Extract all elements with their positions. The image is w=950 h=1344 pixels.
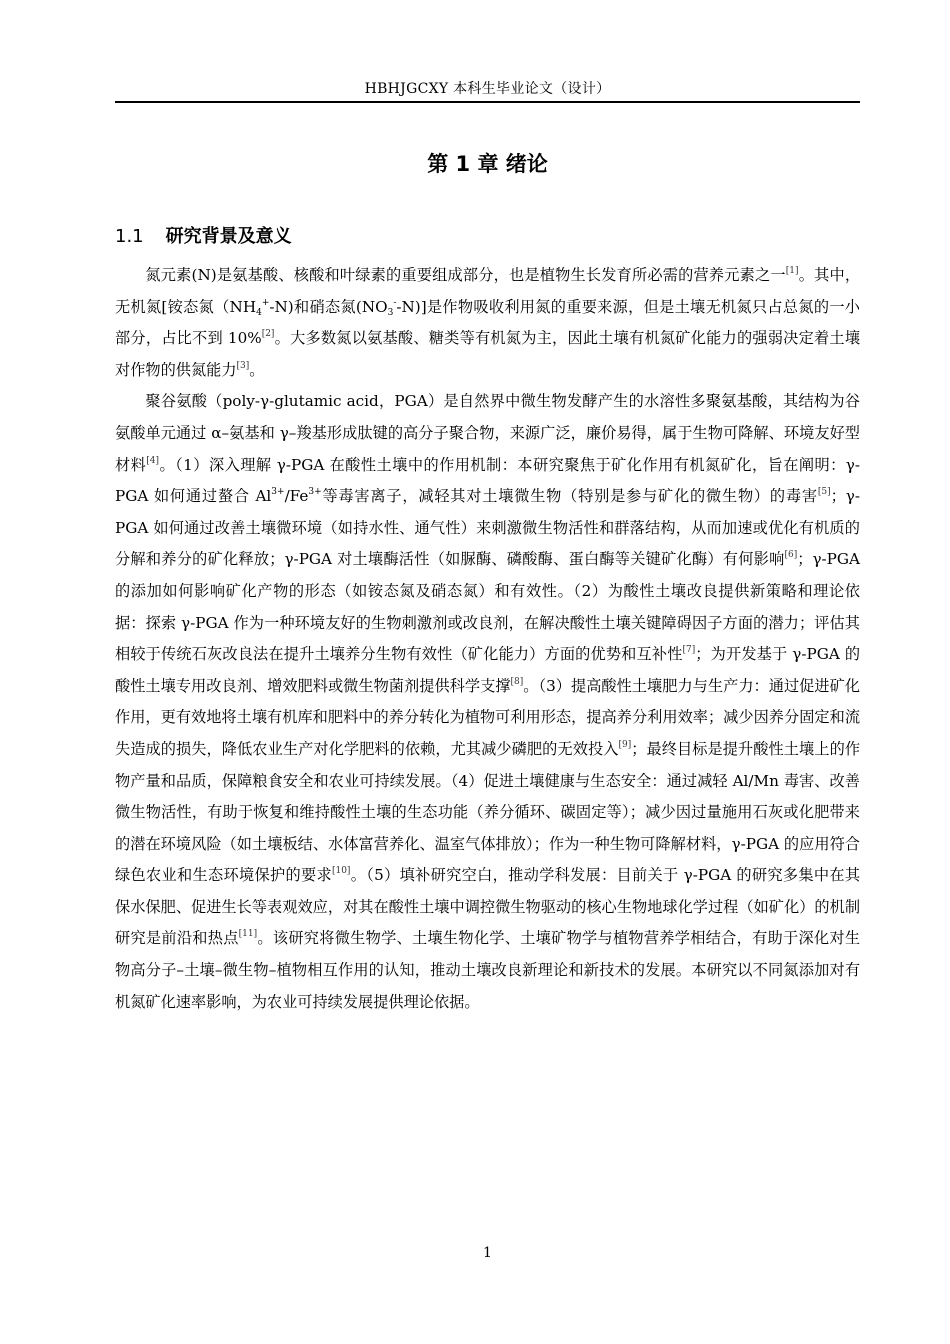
- section-heading: [115, 222, 292, 248]
- text-run: 。: [249, 360, 265, 379]
- section-number: 1.1: [115, 226, 144, 247]
- text-run: 氮元素(N)是氨基酸、核酸和叶绿素的重要组成部分，也是植物生长发育所必需的营养元素之一: [145, 266, 786, 284]
- paragraph-1: [115, 260, 860, 386]
- superscript: 3+: [271, 487, 285, 498]
- text-run: 。大多数氮以氨基酸、糖类等有机氮为主，因此土壤有机氮矿化能力的强弱决定着土壤对作物的供氮能力: [115, 329, 861, 379]
- text-run: /Fe: [284, 487, 309, 506]
- text-run: 。（1）深入理解 γ-PGA 在酸性土壤中的作用机制：本研究聚焦于矿化作用有机氮矿化，旨在阐明：γ-PGA 如何通过螯合 Al: [115, 455, 860, 506]
- text-run: 。其中，无机氮[铵态氮（NH: [115, 266, 861, 316]
- text-run: 。该研究将微生物学、土壤生物化学、土壤矿物学与植物营养学相结合，有助于深化对生物高分子–土壤–微生物–植物相互作用的认知，推动土壤改良新理论和新技术的发展。本研究以不同氮添加对有机氮矿化速率影响，为农业可持续发展提供理论依据。: [115, 929, 861, 1011]
- text-run: 聚谷氨酸（poly-γ-glutamic acid，PGA）是自然界中微生物发酵产生的水溶性多聚氨基酸，其结构为谷氨酸单元通过 α–氨基和 γ–羧基形成肽键的高分子聚合物，来源广泛，廉价易得，属于生物可降解、环境友好型材料: [115, 392, 860, 474]
- superscript: -: [393, 297, 397, 308]
- citation: [1]: [785, 266, 799, 276]
- text-run: ；γ-PGA 的添加如何影响矿化产物的形态（如铵态氮及硝态氮）和有效性。（2）为酸性土壤改良提供新策略和理论依据：探索 γ-PGA 作为一种环境友好的生物刺激剂或改良剂，在解决酸性土壤关键障碍因子方面的潜力；评估其相较于传统石灰改良法在提升土壤养分生物有效性（矿化能力）方面的优势和互补性: [115, 550, 860, 664]
- citation: [3]: [236, 360, 250, 371]
- citation: [9]: [618, 739, 632, 750]
- chapter-title: 第 1 章 绪论: [427, 152, 548, 176]
- body-text: [115, 260, 860, 1018]
- text-run: -N)和硝态氮(NO: [269, 297, 388, 316]
- text-run: ；最终目标是提升酸性土壤上的作物产量和品质，保障粮食安全和农业可持续发展。（4）促进土壤健康与生态安全：通过减轻 Al/Mn 毒害、改善微生物活性，有助于恢复和维持酸性土壤的生态功能（养分循环、碳固定等）；减少因过量施用石灰或化肥带来的潜在环境风险（如土壤板结、水体富营养化、温室气体排放）；作为一种生物可降解材料，γ-PGA 的应用符合绿色农业和生态环境保护的要求: [115, 739, 861, 885]
- subscript: 4: [256, 307, 262, 318]
- citation: [5]: [817, 487, 831, 498]
- subscript: 3: [387, 307, 394, 318]
- section-title: 研究背景及意义: [165, 226, 292, 247]
- header-rule: [115, 101, 860, 103]
- citation: [6]: [784, 550, 798, 561]
- superscript: 3+: [308, 487, 322, 498]
- superscript: +: [261, 297, 270, 308]
- text-run: 。（5）填补研究空白，推动学科发展：目前关于 γ-PGA 的研究多集中在其保水保肥、促进生长等表观效应，对其在酸性土壤中调控微生物驱动的核心生物地球化学过程（如矿化）的机制研究是前沿和热点: [115, 866, 861, 948]
- text-run: ；γ-PGA 如何通过改善土壤微环境（如持水性、通气性）来刺激微生物活性和群落结构，从而加速或优化有机质的分解和养分的矿化释放；γ-PGA 对土壤酶活性（如脲酶、磷酸酶、蛋白酶等关键矿化酶）有何影响: [115, 487, 860, 569]
- text-run: 。（3）提高酸性土壤肥力与生产力：通过促进矿化作用，更有效地将土壤有机库和肥料中的养分转化为植物可利用形态，提高养分利用效率；减少因养分固定和流失造成的损失，降低农业生产对化学肥料的依赖，尤其减少磷肥的无效投入: [115, 676, 860, 758]
- paragraph-2: [115, 386, 860, 1018]
- citation: [8]: [510, 676, 524, 687]
- page-number: 1: [483, 1245, 492, 1261]
- text-run: -N)]是作物吸收利用氮的重要来源，但是土壤无机氮只占总氮的一小部分，占比不到 10%: [115, 297, 860, 348]
- citation: [2]: [261, 329, 275, 340]
- text-run: 等毒害离子，减轻其对土壤微生物（特别是参与矿化的微生物）的毒害: [321, 487, 818, 506]
- citation: [10]: [331, 866, 351, 877]
- text-run: ；为开发基于 γ-PGA 的酸性土壤专用改良剂、增效肥料或微生物菌剂提供科学支撑: [115, 645, 861, 695]
- running-header: HBHJGCXY 本科生毕业论文（设计）: [364, 81, 611, 97]
- citation: [7]: [682, 645, 696, 656]
- citation: [11]: [238, 929, 258, 940]
- citation: [4]: [146, 455, 160, 466]
